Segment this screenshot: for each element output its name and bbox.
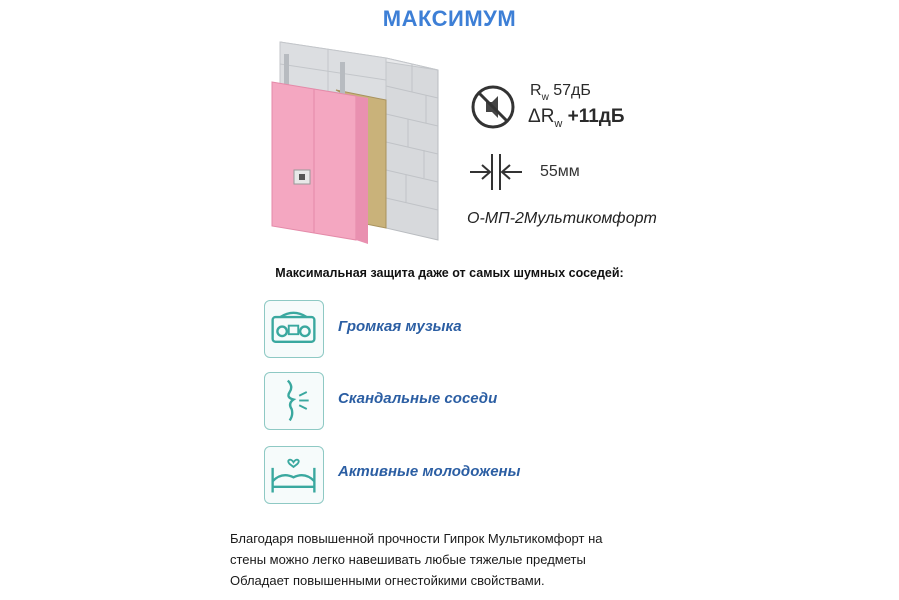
section-heading: Максимальная защита даже от самых шумных соседей: xyxy=(275,266,624,280)
description-text xyxy=(230,528,602,591)
description-line: Благодаря повышенной прочности Гипрок Мультикомфорт на xyxy=(230,531,603,546)
feature-label-scandalous-neighbors: Скандальные соседи xyxy=(338,390,498,407)
shouting-face-icon xyxy=(264,372,324,430)
boombox-icon xyxy=(264,300,324,358)
description-line: Обладает повышенными огнестойкими свойствами. xyxy=(230,573,545,588)
bed-heart-icon xyxy=(264,446,324,504)
description-line: стены можно легко навешивать любые тяжелые предметы xyxy=(230,552,586,567)
page-title: МАКСИМУМ xyxy=(382,6,517,31)
product-code: О-МП-2Мультикомфорт xyxy=(467,210,657,227)
no-noise-icon xyxy=(470,84,516,130)
feature-label-loud-music: Громкая музыка xyxy=(338,318,462,335)
delta-rw-value: $\Delta R_w +11дБ$ xyxy=(528,106,625,130)
feature-label-active-newlyweds: Активные молодожены xyxy=(338,463,521,480)
rw-value: $R_w$ 57дБ xyxy=(530,82,591,103)
thickness-value: 55мм xyxy=(540,163,580,180)
wall-construction-image xyxy=(268,40,446,255)
thickness-arrows-icon xyxy=(468,150,524,194)
